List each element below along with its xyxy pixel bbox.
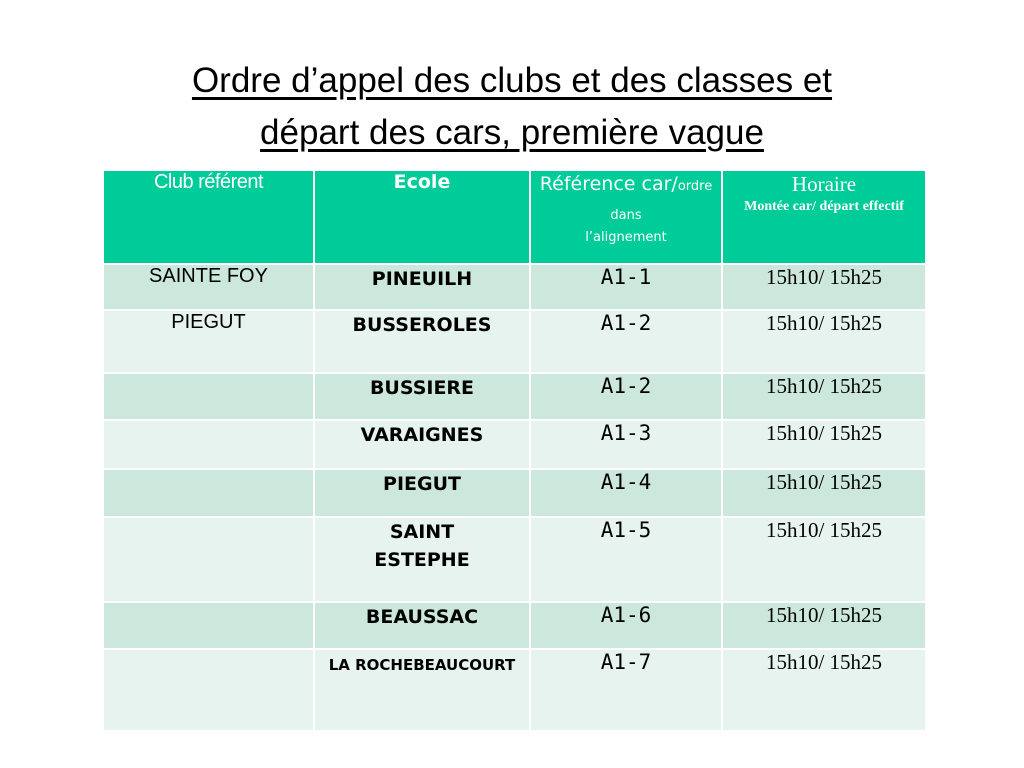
header-reference-sub: l’alignement (585, 230, 667, 245)
table-row (103, 602, 926, 649)
cell-horaire: 15h10/ 15h25 (722, 469, 926, 517)
cell-ecole: BUSSIERE (314, 373, 530, 420)
table-row (103, 264, 926, 310)
cell-horaire: 15h10/ 15h25 (722, 517, 926, 602)
header-reference-main: Référence car/ (539, 173, 678, 195)
table-row (103, 517, 926, 602)
table-row (103, 420, 926, 469)
cell-club (103, 517, 314, 602)
cell-club (103, 602, 314, 649)
cell-horaire: 15h10/ 15h25 (722, 649, 926, 731)
cell-reference: A1-4 (530, 469, 722, 517)
cell-ecole: LA ROCHEBEAUCOURT (314, 649, 530, 731)
cell-reference: A1-7 (530, 649, 722, 731)
cell-reference: A1-3 (530, 420, 722, 469)
cell-ecole: BEAUSSAC (314, 602, 530, 649)
header-horaire (722, 170, 926, 264)
table-row (103, 373, 926, 420)
table-row (103, 310, 926, 373)
cell-ecole: BUSSEROLES (314, 310, 530, 373)
cell-ecole: PINEUILH (314, 264, 530, 310)
cell-club (103, 649, 314, 731)
cell-reference: A1-2 (530, 373, 722, 420)
header-horaire-sub: Montée car/ départ effectif (744, 199, 904, 214)
cell-ecole: PIEGUT (314, 469, 530, 517)
cell-horaire: 15h10/ 15h25 (722, 420, 926, 469)
cell-reference: A1-1 (530, 264, 722, 310)
schedule-table (102, 169, 927, 732)
cell-club: SAINTE FOY (103, 264, 314, 310)
cell-horaire: 15h10/ 15h25 (722, 602, 926, 649)
cell-horaire: 15h10/ 15h25 (722, 310, 926, 373)
header-horaire-main: Horaire (791, 172, 857, 196)
table-row (103, 649, 926, 731)
cell-ecole: SAINT ESTEPHE (314, 517, 530, 602)
cell-reference: A1-5 (530, 517, 722, 602)
cell-club (103, 373, 314, 420)
cell-club: PIEGUT (103, 310, 314, 373)
header-club: Club référent (103, 170, 314, 264)
cell-ecole: VARAIGNES (314, 420, 530, 469)
title-line-1: Ordre d’appel des clubs et des classes et (191, 61, 833, 100)
header-reference-small: ordre dans (610, 179, 713, 223)
cell-club (103, 469, 314, 517)
cell-club (103, 420, 314, 469)
cell-reference: A1-6 (530, 602, 722, 649)
cell-horaire: 15h10/ 15h25 (722, 373, 926, 420)
cell-reference: A1-2 (530, 310, 722, 373)
slide-title (60, 55, 964, 159)
header-ecole: Ecole (314, 170, 530, 264)
table-row (103, 469, 926, 517)
title-line-2: départ des cars, première vague (260, 113, 764, 152)
header-reference (530, 170, 722, 264)
table-header-row (103, 170, 926, 264)
cell-horaire: 15h10/ 15h25 (722, 264, 926, 310)
